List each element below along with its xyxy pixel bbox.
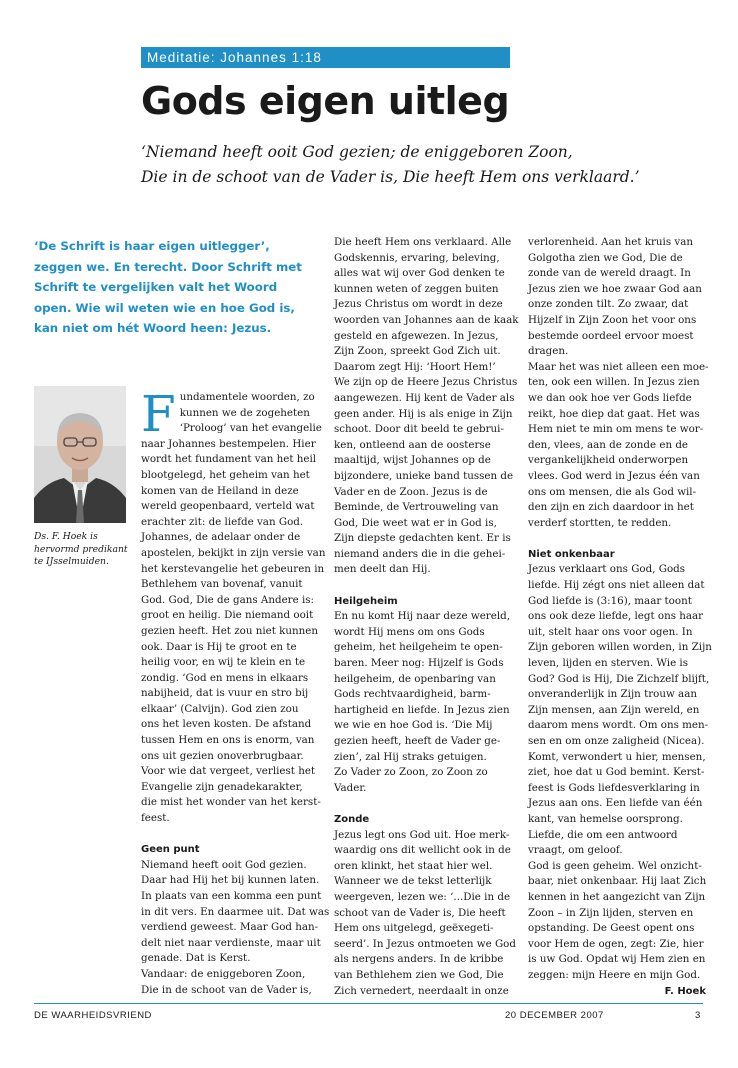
text-line: alles wat wij over God denken te: [334, 267, 505, 280]
text-line: naar Johannes bestempelen. Hier: [141, 437, 316, 450]
text-line: zonde van de wereld draagt. In: [528, 267, 691, 280]
text-line: reikt, hoe diep dat gaat. Het was: [528, 407, 700, 420]
text-line: Hem niet te min om mens te wor-: [528, 423, 704, 436]
text-line: Vader.: [334, 781, 367, 794]
text-line: verlorenheid. Aan het kruis van: [528, 236, 693, 248]
author-signature: F. Hoek: [664, 985, 706, 997]
text-line: als nergens anders. In de kribbe: [334, 953, 504, 966]
photo-caption: Ds. F. Hoek is hervormd predikant te IJsselmuiden.: [34, 531, 128, 567]
text-line: niemand anders die in die gehei-: [334, 547, 506, 560]
text-line: weergeven, lezen we: ‘...Die in de: [334, 890, 511, 903]
text-line: van Bethlehem zien we God, Die: [334, 968, 504, 981]
text-line: gezien heeft. Het zou niet kunnen: [141, 624, 319, 637]
text-line: Zijn diepste gedachten kent. Er is: [334, 532, 511, 545]
text-line: Jezus zien we hoe zwaar God aan: [528, 282, 702, 295]
text-line: God liefde is (3:16), maar toont: [528, 594, 692, 607]
text-line: geen ander. Hij is als enige in Zijn: [334, 407, 513, 420]
text-line: heilig voor, en wij te klein en te: [141, 656, 306, 669]
text-line: nabijheid, dat is vuur en stro bij: [141, 687, 309, 700]
text-line: delt niet naar verdienste, maar uit: [141, 936, 321, 949]
text-line: gesteld en afgewezen. In Jezus,: [334, 329, 499, 342]
text-line: bijzondere, unieke band tussen de: [334, 469, 514, 482]
text-line: En nu komt Hij naar deze wereld,: [334, 610, 510, 623]
text-line: Hem ons uitgelegd, geëxegeti-: [334, 922, 494, 935]
text-line: heilgeheim, de openbaring van: [334, 672, 496, 685]
text-line: we dan ook hoe ver Gods liefde: [528, 391, 692, 404]
text-line: baren. Meer nog: Hijzelf is Gods: [334, 657, 504, 670]
text-line: ook. Daar is Hij te groot en te: [141, 640, 297, 653]
column-3: [528, 235, 712, 999]
footer-rule: [34, 1003, 703, 1004]
text-line: Beminde, de Vertrouweling van: [334, 501, 499, 514]
text-line: opstanding. De Geest opent ons: [528, 922, 695, 935]
text-line: zeggen: mijn Heere en mijn God.: [528, 968, 701, 981]
text-line: we wie en hoe God is. ‘Die Mij: [334, 719, 493, 732]
text-line: hartigheid en liefde. In Jezus zien: [334, 703, 510, 716]
text-line: Godskennis, ervaring, beleving,: [334, 251, 500, 264]
text-line: tussen Hem en ons is enorm, van: [141, 734, 315, 747]
text-line: ziet, hoe dat u God bemint. Kerst-: [528, 766, 705, 779]
text-line: wereld geopenbaard, verteld wat: [141, 500, 315, 513]
text-line: genade. Dat is Kerst.: [141, 952, 251, 965]
section-band: Meditatie: Johannes 1:18: [141, 47, 510, 68]
column-2: [334, 235, 519, 999]
text-line: Voor wie dat vergeet, verliest het: [141, 765, 316, 778]
text-line: Zo Vader zo Zoon, zo Zoon zo: [334, 766, 488, 779]
text-line: kunnen we de zogeheten: [179, 406, 310, 419]
subheading: Niet onkenbaar: [528, 548, 615, 560]
text-line: komen van de Heiland in deze: [141, 484, 299, 497]
text-line: groot en heilig. Die niemand ooit: [141, 609, 314, 622]
text-line: Niemand heeft ooit God gezien.: [141, 858, 307, 871]
text-line: Daar had Hij het bij kunnen laten.: [141, 874, 320, 887]
article-title: Gods eigen uitleg: [141, 79, 510, 123]
text-line: Bethlehem van bovenaf, vanuit: [141, 578, 303, 591]
text-line: Jezus verklaart ons God, Gods: [528, 563, 686, 576]
text-line: oren klinkt, het staat hier wel.: [334, 859, 493, 872]
text-line: kant, van hemelse oorsprong.: [528, 812, 683, 825]
text-line: woorden van Johannes aan de kaak: [334, 313, 519, 326]
text-line: wordt Hij mens om ons Gods: [334, 625, 485, 638]
text-line: gezien heeft, heeft de Vader ge-: [334, 735, 501, 747]
text-line: vlees. God werd in Jezus één van: [528, 469, 700, 482]
text-line: Liefde, die om een antwoord: [528, 828, 678, 841]
text-line: leven, lijden en sterven. Wie is: [528, 657, 689, 670]
text-line: voor Hem de ogen, zegt: Zie, hier: [528, 937, 704, 950]
text-line: Zoon – in Zijn lijden, sterven en: [528, 906, 694, 919]
text-line: ons om mensen, die als God wil-: [528, 485, 697, 498]
text-line: In plaats van een komma een punt: [141, 890, 322, 902]
text-line: onveranderlijk in Zijn trouw aan: [528, 688, 697, 701]
text-line: Evangelie zijn genadekarakter,: [141, 780, 303, 793]
text-line: verdiend geweest. Maar God han-: [141, 921, 319, 934]
text-line: Die in de schoot van de Vader is,: [141, 983, 312, 996]
text-line: blootgelegd, het geheim van het: [141, 468, 310, 481]
text-line: Wanneer we de tekst letterlijk: [334, 875, 492, 888]
text-line: God is geen geheim. Wel onzicht-: [528, 859, 702, 872]
text-line: Jezus aan ons. Een liefde van één: [528, 797, 703, 810]
text-line: apostelen, bekijkt in zijn versie van: [141, 546, 326, 559]
text-line: wordt het fundament van het heil: [141, 453, 317, 466]
text-line: Maar het was niet alleen een moe-: [528, 360, 709, 373]
author-photo: [34, 386, 126, 523]
text-line: Vader en de Zoon. Jezus is de: [334, 485, 488, 498]
text-line: God. God, Die de gans Andere is:: [141, 593, 315, 606]
text-line: elkaar’ (Calvijn). God zien zou: [141, 702, 299, 715]
text-line: schoot van de Vader is, Die heeft: [334, 906, 506, 919]
text-line: die mist het wonder van het kerst-: [141, 796, 321, 809]
text-line: den zijn en zich daardoor in het: [528, 501, 694, 514]
text-line: schoot. Door dit beeld te gebrui-: [334, 423, 504, 436]
text-line: maaltijd, wijst Johannes op de: [334, 454, 491, 467]
text-line: Daarom zegt Hij: ‘Hoort Hem!’: [334, 360, 496, 373]
text-line: Zijn mensen, aan Zijn wereld, en: [528, 703, 700, 716]
text-line: aangewezen. Hij kent de Vader als: [334, 391, 515, 404]
column-1: [141, 385, 330, 998]
text-line: ons ook deze liefde, legt ons haar: [528, 610, 704, 623]
text-line: Gods rechtvaardigheid, barm-: [334, 688, 491, 701]
text-line: God? God is Hij, Die Zichzelf blijft,: [528, 672, 710, 685]
text-line: ten, ook een willen. In Jezus zien: [528, 376, 700, 389]
subheading: Geen punt: [141, 844, 200, 856]
text-line: Golgotha zien we God, Die de: [528, 251, 683, 264]
bible-quote: [141, 140, 640, 190]
text-line: het kerstevangelie het gebeuren in: [141, 562, 325, 575]
text-line: ons uit gezien onoverbrugbaar.: [141, 749, 304, 762]
text-line: Jezus Christus om wordt in deze: [334, 298, 503, 311]
text-line: waardig ons dit wellicht ook in de: [334, 844, 511, 857]
text-line: uit, stelt haar ons voor ogen. In: [528, 625, 693, 638]
text-line: Komt, verwondert u hier, mensen,: [528, 750, 706, 763]
text-line: bestemde oordeel ervoor moest: [528, 329, 694, 342]
text-line: is uw God. Opdat wij Hem zien en: [528, 953, 706, 966]
text-line: Johannes, de adelaar onder de: [141, 531, 301, 544]
text-line: ken, ontleend aan de oosterse: [334, 438, 491, 451]
text-line: ‘Proloog’ van het evangelie: [179, 422, 322, 435]
text-line: vergankelijkheid onderworpen: [528, 454, 689, 467]
footer-publication: DE WAARHEIDSVRIEND: [34, 1010, 152, 1021]
text-line: onze zonden tilt. Zo zwaar, dat: [528, 298, 689, 311]
text-line: baar, niet onkenbaar. Hij laat Zich: [528, 875, 707, 888]
text-line: zondig. ‘God en mens in elkaars: [141, 671, 309, 684]
text-line: undamentele woorden, zo: [179, 391, 315, 403]
text-line: Die heeft Hem ons verklaard. Alle: [334, 236, 512, 248]
text-line: geheim, het heilgeheim te open-: [334, 641, 503, 654]
text-line: sen en om onze zaligheid (Nicea).: [528, 735, 705, 747]
text-line: verderf stortten, te redden.: [528, 516, 672, 529]
text-line: kunnen weten of zeggen buiten: [334, 282, 499, 295]
text-line: daarom mens wordt. Om ons men-: [528, 719, 709, 732]
text-line: We zijn op de Heere Jezus Christus: [334, 376, 518, 389]
text-line: erachter zit: de liefde van God.: [141, 515, 304, 528]
text-line: Vandaar: de eniggeboren Zoon,: [141, 967, 306, 980]
text-line: Zijn geboren willen worden, in Zijn: [528, 641, 712, 654]
text-line: vraagt, om geloof.: [528, 844, 623, 857]
text-line: seerd’. In Jezus ontmoeten we God: [334, 937, 516, 950]
subheading: Heilgeheim: [334, 595, 398, 607]
text-line: zien’, zal Hij straks getuigen.: [334, 750, 487, 763]
intro-text: ‘De Schrift is haar eigen uitlegger’, zeggen we. En terecht. Door Schrift met Schrift te vergelijken valt het Woord open. Wie wil weten wie en hoe God is, kan niet om hét Woord heen: Jezus.: [34, 239, 302, 335]
quote-line: Die in de schoot van de Vader is, Die heeft Hem ons verklaard.’: [141, 168, 640, 186]
quote-line: ‘Niemand heeft ooit God gezien; de eniggeboren Zoon,: [141, 143, 573, 161]
text-line: liefde. Hij zégt ons niet alleen dat: [528, 579, 705, 592]
footer-page-number: 3: [695, 1010, 701, 1021]
text-line: den, vlees, aan de zonde en de: [528, 438, 689, 451]
text-line: men deelt dan Hij.: [334, 563, 431, 576]
drop-cap: F: [141, 385, 176, 443]
text-line: God, Die weet wat er in God is,: [334, 516, 497, 529]
text-line: dragen.: [528, 345, 569, 358]
text-line: feest.: [141, 812, 170, 825]
text-line: Hijzelf in Zijn Zoon het voor ons: [528, 313, 697, 326]
text-line: Zich vernedert, neerdaalt in onze: [334, 984, 509, 997]
subheading: Zonde: [334, 813, 370, 825]
text-line: kennen in het aangezicht van Zijn: [528, 890, 706, 903]
text-line: feest is Gods liefdesverklaring in: [528, 781, 700, 794]
text-line: in dit vers. En daarmee uit. Dat was: [141, 905, 330, 918]
footer-date: 20 DECEMBER 2007: [505, 1010, 604, 1021]
text-line: ons het leven kosten. De afstand: [141, 718, 312, 731]
text-line: Zijn Zoon, spreekt God Zich uit.: [334, 345, 501, 358]
text-line: Jezus legt ons God uit. Hoe merk-: [334, 828, 510, 841]
